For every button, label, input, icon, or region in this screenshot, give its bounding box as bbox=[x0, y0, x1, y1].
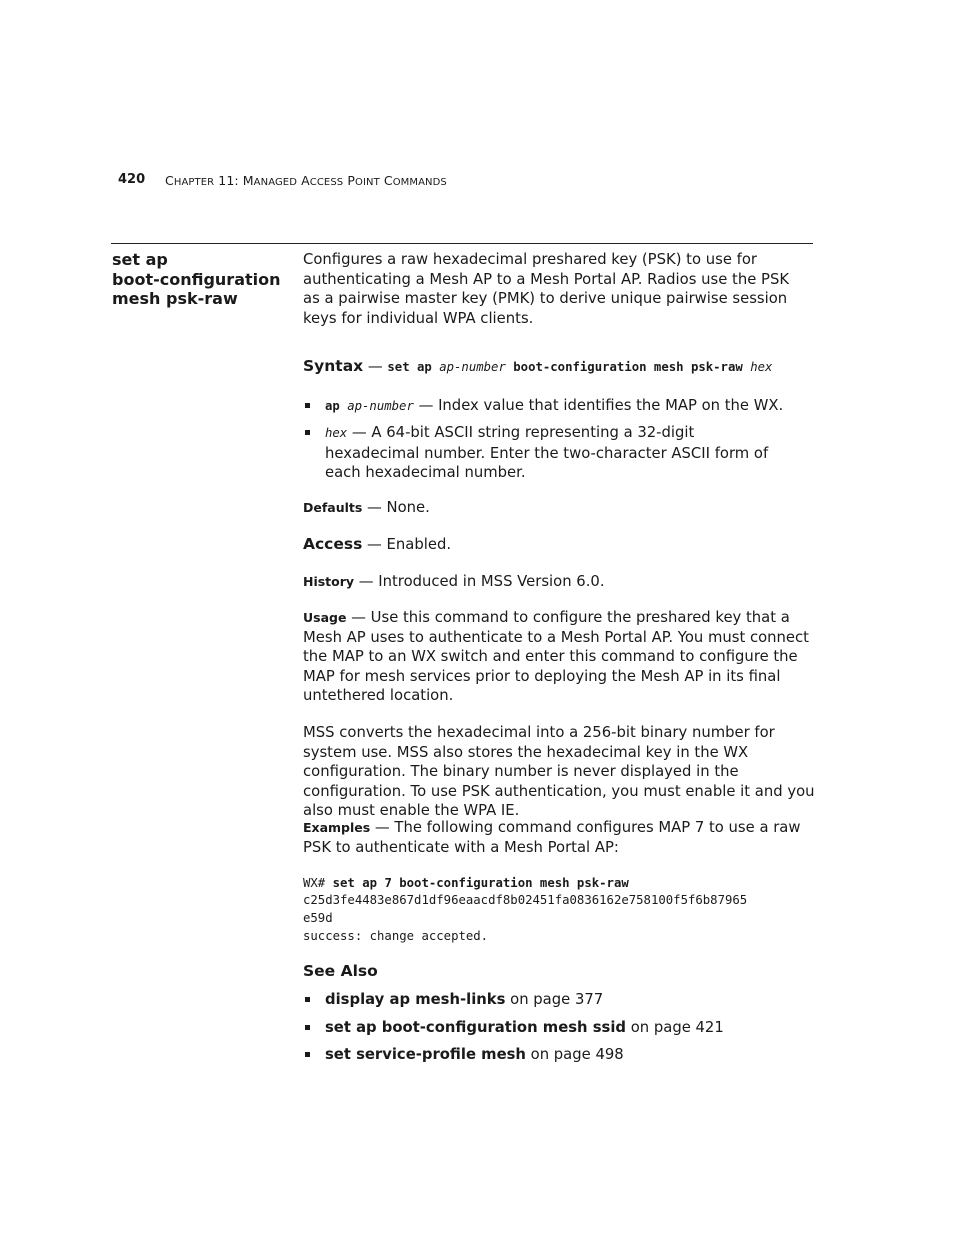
command-title-line-1: set ap bbox=[112, 250, 168, 269]
see-also-link[interactable]: display ap mesh-links bbox=[325, 991, 506, 1008]
see-also-page: on page 421 bbox=[626, 1019, 724, 1036]
history-text: — Introduced in MSS Version 6.0. bbox=[354, 573, 605, 590]
defaults-line bbox=[303, 498, 818, 518]
syntax-keyword-2: boot-configuration mesh psk-raw bbox=[513, 360, 743, 374]
access-text: — Enabled. bbox=[362, 536, 452, 553]
section-rule bbox=[111, 243, 813, 244]
syntax-line bbox=[303, 357, 818, 378]
page-number: 420 bbox=[118, 172, 146, 187]
example-command: set ap 7 boot-configuration mesh psk-raw bbox=[332, 876, 629, 890]
defaults-label: Defaults bbox=[303, 500, 363, 515]
syntax-arg-2: hex bbox=[750, 360, 773, 374]
see-also-link[interactable]: set ap boot-configuration mesh ssid bbox=[325, 1019, 627, 1036]
usage-text: — Use this command to configure the preshared key that a Mesh AP uses to authenticate to a Mesh Portal AP. You must connect the MAP to an WX switch and enter this command to configure the MAP for mesh services prior to deploying the Mesh AP in its final untethered location. bbox=[303, 609, 809, 704]
example-code-line-3: e59d bbox=[303, 911, 333, 925]
example-code-line-2: c25d3fe4483e867d1df96eaacdf8b02451fa0836162e758100f5f6b87965 bbox=[303, 893, 748, 907]
example-code-line-4: success: change accepted. bbox=[303, 929, 489, 943]
bullet-icon bbox=[305, 430, 310, 435]
see-also-item[interactable] bbox=[303, 990, 803, 1010]
see-also-title: See Also bbox=[303, 962, 378, 980]
see-also-link[interactable]: set service-profile mesh bbox=[325, 1046, 526, 1063]
param-text: — A 64-bit ASCII string representing a 32-digit hexadecimal number. Enter the two-character ASCII form of each hexadecimal number. bbox=[325, 424, 769, 481]
syntax-label: Syntax bbox=[303, 357, 364, 375]
bullet-icon bbox=[305, 1052, 310, 1057]
history-label: History bbox=[303, 574, 355, 589]
usage-paragraph bbox=[303, 608, 815, 706]
access-label: Access bbox=[303, 535, 363, 553]
command-title-line-2: boot-configuration bbox=[112, 269, 281, 289]
syntax-keyword-1: set ap bbox=[387, 360, 432, 374]
bullet-icon bbox=[305, 997, 310, 1002]
param-keyword: ap bbox=[325, 399, 340, 413]
see-also-page: on page 498 bbox=[525, 1046, 624, 1063]
see-also-item[interactable] bbox=[303, 1018, 803, 1038]
command-description: Configures a raw hexadecimal preshared key (PSK) to use for authenticating a Mesh AP to a Mesh Portal AP. Radios use the PSK as a pairwise master key (PMK) to derive unique pairwise session keys for individual WPA clients. bbox=[303, 251, 790, 327]
example-prompt: WX# bbox=[303, 876, 333, 890]
defaults-text: — None. bbox=[362, 499, 430, 516]
examples-text: — The following command configures MAP 7 to use a raw PSK to authenticate with a Mesh Portal AP: bbox=[303, 819, 801, 856]
syntax-arg-1: ap-number bbox=[439, 360, 506, 374]
param-text: — Index value that identifies the MAP on the WX. bbox=[413, 397, 784, 414]
usage-paragraph-2: MSS converts the hexadecimal into a 256-bit binary number for system use. MSS also stores the hexadecimal key in the WX configuration. The binary number is never displayed in the configuration. To use PSK authentication, you must enable it and you also must enable the WPA IE. bbox=[303, 724, 815, 819]
command-title bbox=[112, 250, 292, 309]
usage-label: Usage bbox=[303, 610, 347, 625]
command-title-line-3: mesh psk-raw bbox=[112, 289, 238, 308]
syntax-dash: — bbox=[363, 358, 388, 375]
param-arg: hex bbox=[325, 426, 348, 440]
example-code-line-1 bbox=[303, 875, 629, 893]
chapter-title: CHAPTER 11: MANAGED ACCESS POINT COMMANDS bbox=[165, 173, 447, 188]
history-line bbox=[303, 572, 818, 592]
see-also-page: on page 377 bbox=[505, 991, 604, 1008]
bullet-icon bbox=[305, 1025, 310, 1030]
see-also-item[interactable] bbox=[303, 1045, 803, 1065]
param-arg: ap-number bbox=[347, 399, 414, 413]
access-line bbox=[303, 535, 818, 555]
param-item bbox=[303, 423, 793, 483]
examples-label: Examples bbox=[303, 820, 371, 835]
param-item bbox=[303, 396, 803, 417]
examples-paragraph bbox=[303, 818, 808, 857]
bullet-icon bbox=[305, 403, 310, 408]
